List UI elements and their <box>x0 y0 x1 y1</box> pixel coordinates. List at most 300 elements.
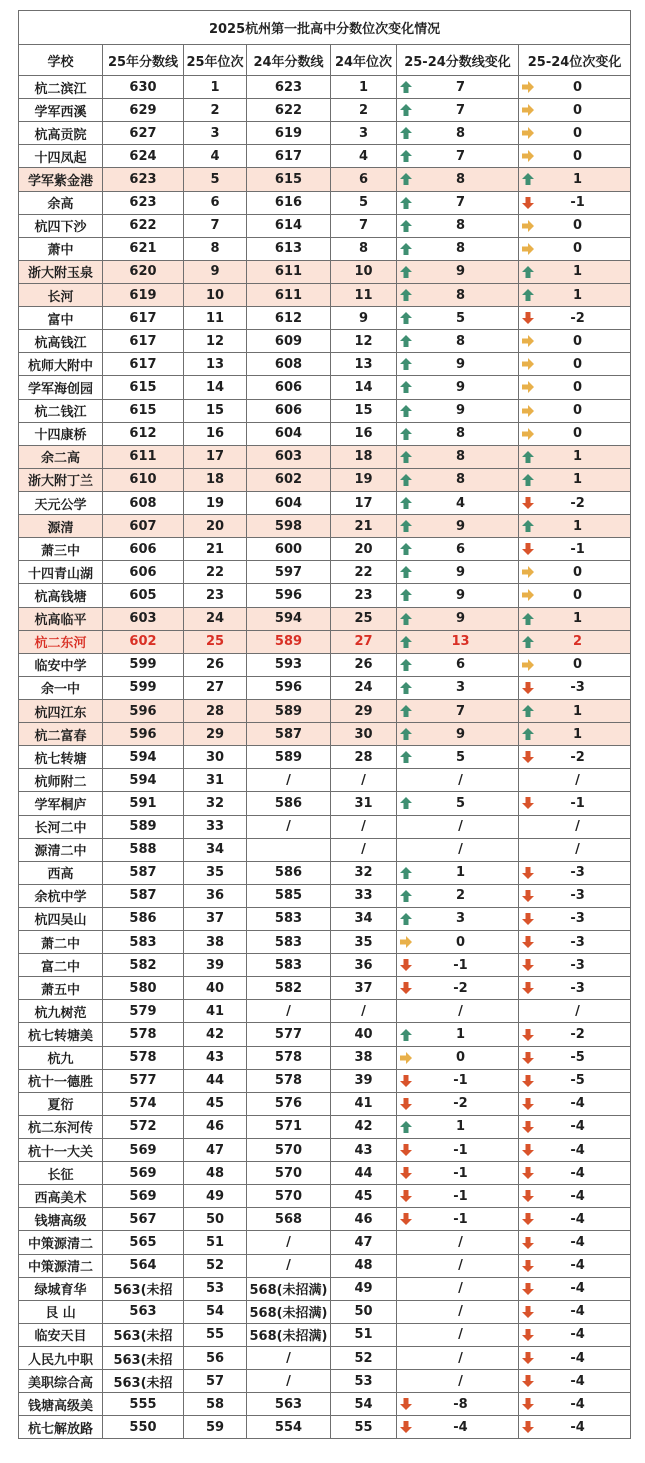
cell-rank-change <box>519 653 631 676</box>
table-row <box>19 1139 631 1162</box>
cell-rank-change-value: 0 <box>573 403 583 419</box>
cell-score-change-value: -1 <box>453 1188 468 1204</box>
up-arrow-icon <box>521 727 535 741</box>
cell-school: 杭七转塘美 <box>19 1023 103 1046</box>
table-row <box>19 491 631 514</box>
table-row <box>19 630 631 653</box>
cell-score-change <box>397 76 519 99</box>
cell-rank-change <box>519 283 631 306</box>
cell-score-change-value: 9 <box>455 379 466 395</box>
cell-rank-25: 22 <box>184 561 247 584</box>
up-arrow-icon <box>521 473 535 487</box>
cell-rank-change-value: 0 <box>573 356 583 372</box>
cell-score-25: 623 <box>103 191 184 214</box>
cell-rank-24: 15 <box>331 399 397 422</box>
right-arrow-icon <box>521 219 535 233</box>
cell-score-change-value: 5 <box>455 749 466 765</box>
cell-score-24: / <box>247 1254 331 1277</box>
cell-score-25: 589 <box>103 815 184 838</box>
cell-rank-change-value: -3 <box>570 980 585 996</box>
up-arrow-icon <box>521 265 535 279</box>
cell-score-change <box>397 515 519 538</box>
up-arrow-icon <box>521 704 535 718</box>
cell-rank-24: 41 <box>331 1092 397 1115</box>
right-arrow-icon <box>521 588 535 602</box>
cell-rank-25: 42 <box>184 1023 247 1046</box>
cell-rank-25: 34 <box>184 838 247 861</box>
cell-rank-25: 36 <box>184 884 247 907</box>
table-row <box>19 723 631 746</box>
up-arrow-icon <box>399 450 413 464</box>
cell-rank-24: 54 <box>331 1393 397 1416</box>
header-score-25: 25年分数线 <box>103 45 184 76</box>
table-row <box>19 1046 631 1069</box>
table-row <box>19 561 631 584</box>
down-arrow-icon <box>521 912 535 926</box>
cell-rank-25: 29 <box>184 723 247 746</box>
table-row <box>19 699 631 722</box>
up-arrow-icon <box>399 126 413 140</box>
cell-score-change <box>397 1254 519 1277</box>
cell-score-change <box>397 607 519 630</box>
cell-school: 萧五中 <box>19 977 103 1000</box>
cell-rank-change <box>519 515 631 538</box>
cell-score-change <box>397 861 519 884</box>
cell-school: 余杭中学 <box>19 884 103 907</box>
cell-school: 人民九中职 <box>19 1347 103 1370</box>
cell-score-change <box>397 1300 519 1323</box>
cell-rank-25: 6 <box>184 191 247 214</box>
cell-school: 杭四吴山 <box>19 907 103 930</box>
cell-score-change-value: -1 <box>453 1211 468 1227</box>
cell-rank-change-value: 0 <box>573 657 583 673</box>
down-arrow-icon <box>521 1189 535 1203</box>
table-row <box>19 76 631 99</box>
cell-score-change-value: 7 <box>455 102 466 118</box>
header-rank-change: 25-24位次变化 <box>519 45 631 76</box>
table-row <box>19 1254 631 1277</box>
cell-school: 学军海创园 <box>19 376 103 399</box>
down-arrow-icon <box>521 1236 535 1250</box>
table-row <box>19 1162 631 1185</box>
cell-score-change <box>397 931 519 954</box>
cell-rank-change-value: -3 <box>570 957 585 973</box>
cell-school: 杭七解放路 <box>19 1416 103 1439</box>
cell-school: 源清二中 <box>19 838 103 861</box>
cell-rank-change-value: -4 <box>570 1142 585 1158</box>
cell-score-25: 617 <box>103 330 184 353</box>
cell-rank-25: 4 <box>184 145 247 168</box>
cell-score-change-value: 5 <box>455 310 466 326</box>
cell-rank-change <box>519 122 631 145</box>
cell-score-change <box>397 237 519 260</box>
cell-school: 杭九 <box>19 1046 103 1069</box>
table-row <box>19 376 631 399</box>
cell-score-24: 604 <box>247 422 331 445</box>
up-arrow-icon <box>399 542 413 556</box>
cell-rank-change <box>519 1162 631 1185</box>
table-row <box>19 838 631 861</box>
cell-rank-24: 10 <box>331 260 397 283</box>
cell-school: 美职综合高 <box>19 1370 103 1393</box>
cell-rank-change <box>519 99 631 122</box>
cell-score-change-value: 3 <box>455 911 466 927</box>
cell-rank-25: 12 <box>184 330 247 353</box>
down-arrow-icon <box>521 1074 535 1088</box>
cell-rank-change <box>519 1208 631 1231</box>
cell-school: 学军紫金港 <box>19 168 103 191</box>
cell-rank-change-value: -1 <box>570 195 585 211</box>
cell-rank-change <box>519 237 631 260</box>
cell-score-25: 563(未招 <box>103 1277 184 1300</box>
cell-score-change <box>397 653 519 676</box>
cell-rank-change <box>519 538 631 561</box>
cell-score-change <box>397 630 519 653</box>
cell-school: 杭二富春 <box>19 723 103 746</box>
up-arrow-icon <box>399 496 413 510</box>
cell-score-change <box>397 1393 519 1416</box>
up-arrow-icon <box>521 172 535 186</box>
cell-rank-25: 14 <box>184 376 247 399</box>
cell-school: 杭二钱江 <box>19 399 103 422</box>
cell-score-change <box>397 815 519 838</box>
cell-score-change <box>397 1115 519 1138</box>
right-arrow-icon <box>399 935 413 949</box>
cell-score-change-value: -4 <box>453 1419 468 1435</box>
up-arrow-icon <box>399 404 413 418</box>
table-row <box>19 1092 631 1115</box>
cell-rank-25: 30 <box>184 746 247 769</box>
cell-score-24: 608 <box>247 353 331 376</box>
cell-score-24: 589 <box>247 699 331 722</box>
table-row <box>19 1069 631 1092</box>
up-arrow-icon <box>399 681 413 695</box>
cell-rank-change-value: -2 <box>570 495 585 511</box>
cell-rank-change-value: 0 <box>573 379 583 395</box>
cell-score-change-value: 8 <box>455 171 466 187</box>
cell-score-24: 578 <box>247 1069 331 1092</box>
cell-rank-25: 38 <box>184 931 247 954</box>
cell-rank-25: 57 <box>184 1370 247 1393</box>
cell-rank-change-value: -3 <box>570 680 585 696</box>
cell-school: 杭高贡院 <box>19 122 103 145</box>
cell-rank-24: 36 <box>331 954 397 977</box>
right-arrow-icon <box>521 658 535 672</box>
down-arrow-icon <box>521 958 535 972</box>
cell-score-25: 563(未招 <box>103 1347 184 1370</box>
cell-score-change <box>397 1023 519 1046</box>
cell-score-change <box>397 977 519 1000</box>
cell-rank-change <box>519 1069 631 1092</box>
cell-rank-change <box>519 769 631 792</box>
cell-rank-change-value: / <box>575 842 580 858</box>
cell-rank-change-value: -5 <box>570 1073 585 1089</box>
table-row <box>19 676 631 699</box>
cell-score-25: 596 <box>103 723 184 746</box>
cell-score-25: 617 <box>103 307 184 330</box>
down-arrow-icon <box>521 1120 535 1134</box>
cell-score-25: 591 <box>103 792 184 815</box>
cell-score-24: 604 <box>247 491 331 514</box>
cell-score-change <box>397 746 519 769</box>
cell-score-change <box>397 168 519 191</box>
table-row <box>19 145 631 168</box>
cell-rank-change-value: 1 <box>573 287 583 303</box>
cell-score-24: 587 <box>247 723 331 746</box>
cell-score-change <box>397 399 519 422</box>
cell-rank-change <box>519 191 631 214</box>
cell-score-change-value: -2 <box>453 1096 468 1112</box>
cell-score-24: 611 <box>247 260 331 283</box>
cell-score-24: 613 <box>247 237 331 260</box>
table-row <box>19 861 631 884</box>
cell-rank-change <box>519 260 631 283</box>
cell-rank-24: / <box>331 815 397 838</box>
up-arrow-icon <box>399 219 413 233</box>
cell-rank-24: 13 <box>331 353 397 376</box>
cell-school: 长征 <box>19 1162 103 1185</box>
cell-rank-change-value: -2 <box>570 310 585 326</box>
cell-score-change <box>397 422 519 445</box>
cell-rank-change <box>519 815 631 838</box>
cell-score-change <box>397 99 519 122</box>
cell-rank-25: 25 <box>184 630 247 653</box>
cell-rank-25: 35 <box>184 861 247 884</box>
cell-score-24 <box>247 838 331 861</box>
cell-rank-25: 44 <box>184 1069 247 1092</box>
cell-score-24: 596 <box>247 676 331 699</box>
cell-rank-change-value: 0 <box>573 102 583 118</box>
cell-score-24: 583 <box>247 931 331 954</box>
cell-score-25: 620 <box>103 260 184 283</box>
cell-rank-change <box>519 1393 631 1416</box>
cell-rank-24: 32 <box>331 861 397 884</box>
table-row <box>19 815 631 838</box>
down-arrow-icon <box>399 1074 413 1088</box>
cell-score-change <box>397 676 519 699</box>
cell-score-change <box>397 330 519 353</box>
cell-score-change-value: -1 <box>453 957 468 973</box>
cell-score-change-value: / <box>458 1235 463 1251</box>
cell-rank-change-value: 1 <box>573 518 583 534</box>
down-arrow-icon <box>399 1420 413 1434</box>
cell-score-25: 574 <box>103 1092 184 1115</box>
cell-rank-change <box>519 792 631 815</box>
cell-score-24: 619 <box>247 122 331 145</box>
cell-rank-25: 15 <box>184 399 247 422</box>
cell-rank-change-value: 2 <box>573 634 583 650</box>
cell-score-change-value: 9 <box>455 587 466 603</box>
cell-score-change <box>397 260 519 283</box>
cell-rank-change-value: 0 <box>573 218 583 234</box>
score-rank-table <box>18 10 631 1439</box>
cell-rank-24: / <box>331 1000 397 1023</box>
cell-rank-change-value: -4 <box>570 1119 585 1135</box>
table-row <box>19 907 631 930</box>
cell-score-24: / <box>247 1000 331 1023</box>
cell-rank-25: 51 <box>184 1231 247 1254</box>
cell-rank-change <box>519 607 631 630</box>
up-arrow-icon <box>399 196 413 210</box>
cell-score-change <box>397 792 519 815</box>
cell-score-25: 606 <box>103 561 184 584</box>
cell-rank-25: 39 <box>184 954 247 977</box>
cell-score-change <box>397 699 519 722</box>
table-row <box>19 260 631 283</box>
cell-score-change <box>397 884 519 907</box>
cell-rank-change <box>519 1300 631 1323</box>
cell-score-24: / <box>247 769 331 792</box>
cell-rank-25: 17 <box>184 445 247 468</box>
cell-score-24: 568(未招满) <box>247 1300 331 1323</box>
up-arrow-icon <box>399 242 413 256</box>
cell-rank-change-value: -4 <box>570 1373 585 1389</box>
up-arrow-icon <box>399 565 413 579</box>
down-arrow-icon <box>521 496 535 510</box>
down-arrow-icon <box>521 1028 535 1042</box>
up-arrow-icon <box>399 912 413 926</box>
cell-school: 艮 山 <box>19 1300 103 1323</box>
up-arrow-icon <box>399 80 413 94</box>
cell-school: 杭二东河传 <box>19 1115 103 1138</box>
cell-school: 杭高钱江 <box>19 330 103 353</box>
cell-score-change-value: 8 <box>455 241 466 257</box>
up-arrow-icon <box>399 1120 413 1134</box>
cell-rank-change <box>519 1416 631 1439</box>
table-row <box>19 1023 631 1046</box>
cell-score-change <box>397 1370 519 1393</box>
cell-score-24: 597 <box>247 561 331 584</box>
cell-school: 临安中学 <box>19 653 103 676</box>
right-arrow-icon <box>521 427 535 441</box>
cell-score-change <box>397 838 519 861</box>
down-arrow-icon <box>521 1351 535 1365</box>
cell-score-change <box>397 1347 519 1370</box>
cell-score-24: 570 <box>247 1162 331 1185</box>
cell-score-25: 579 <box>103 1000 184 1023</box>
cell-rank-24: 37 <box>331 977 397 1000</box>
cell-rank-change <box>519 468 631 491</box>
cell-rank-change-value: -1 <box>570 795 585 811</box>
cell-rank-change <box>519 630 631 653</box>
header-score-change: 25-24分数线变化 <box>397 45 519 76</box>
cell-score-change-value: / <box>458 772 463 788</box>
header-score-24: 24年分数线 <box>247 45 331 76</box>
down-arrow-icon <box>399 1189 413 1203</box>
cell-rank-25: 54 <box>184 1300 247 1323</box>
down-arrow-icon <box>521 1374 535 1388</box>
cell-rank-24: 47 <box>331 1231 397 1254</box>
cell-rank-change <box>519 376 631 399</box>
cell-score-24: / <box>247 1347 331 1370</box>
down-arrow-icon <box>521 542 535 556</box>
cell-score-25: 602 <box>103 630 184 653</box>
cell-score-24: 582 <box>247 977 331 1000</box>
cell-rank-24: 20 <box>331 538 397 561</box>
cell-rank-change-value: 1 <box>573 171 583 187</box>
cell-score-change-value: 9 <box>455 611 466 627</box>
up-arrow-icon <box>399 427 413 441</box>
cell-score-25: 569 <box>103 1139 184 1162</box>
cell-rank-24: 5 <box>331 191 397 214</box>
down-arrow-icon <box>399 1143 413 1157</box>
cell-score-25: 617 <box>103 353 184 376</box>
cell-school: 中策源清二 <box>19 1254 103 1277</box>
table-row <box>19 515 631 538</box>
cell-rank-change-value: -5 <box>570 1050 585 1066</box>
cell-rank-25: 21 <box>184 538 247 561</box>
up-arrow-icon <box>399 612 413 626</box>
cell-score-24: 617 <box>247 145 331 168</box>
right-arrow-icon <box>521 404 535 418</box>
up-arrow-icon <box>399 103 413 117</box>
cell-school: 余一中 <box>19 676 103 699</box>
cell-school: 浙大附丁兰 <box>19 468 103 491</box>
right-arrow-icon <box>521 565 535 579</box>
cell-score-change <box>397 1208 519 1231</box>
cell-score-25: 594 <box>103 769 184 792</box>
cell-score-25: 610 <box>103 468 184 491</box>
cell-school: 绿城育华 <box>19 1277 103 1300</box>
cell-score-24: 609 <box>247 330 331 353</box>
cell-score-change <box>397 907 519 930</box>
table-row <box>19 353 631 376</box>
cell-rank-24: 29 <box>331 699 397 722</box>
cell-school: 杭二滨江 <box>19 76 103 99</box>
table-row <box>19 99 631 122</box>
cell-school: 萧中 <box>19 237 103 260</box>
down-arrow-icon <box>521 1166 535 1180</box>
cell-rank-24: 31 <box>331 792 397 815</box>
cell-rank-25: 18 <box>184 468 247 491</box>
cell-rank-24: 30 <box>331 723 397 746</box>
table-row <box>19 653 631 676</box>
cell-score-24: 593 <box>247 653 331 676</box>
cell-school: 十四康桥 <box>19 422 103 445</box>
cell-score-change-value: 13 <box>451 634 470 650</box>
cell-rank-24: 33 <box>331 884 397 907</box>
cell-rank-change-value: -4 <box>570 1419 585 1435</box>
cell-score-change-value: 1 <box>455 1027 466 1043</box>
cell-school: 中策源清二 <box>19 1231 103 1254</box>
cell-score-24: 606 <box>247 376 331 399</box>
cell-score-24: 600 <box>247 538 331 561</box>
cell-score-25: 622 <box>103 214 184 237</box>
cell-rank-change-value: -3 <box>570 911 585 927</box>
cell-rank-change <box>519 1347 631 1370</box>
table-row <box>19 122 631 145</box>
cell-score-25: 603 <box>103 607 184 630</box>
cell-rank-change <box>519 977 631 1000</box>
right-arrow-icon <box>521 103 535 117</box>
table-row <box>19 1300 631 1323</box>
cell-score-change-value: 7 <box>455 703 466 719</box>
cell-rank-change-value: 0 <box>573 564 583 580</box>
cell-score-25: 624 <box>103 145 184 168</box>
header-rank-25: 25年位次 <box>184 45 247 76</box>
cell-rank-24: 21 <box>331 515 397 538</box>
cell-score-24: 586 <box>247 792 331 815</box>
right-arrow-icon <box>521 242 535 256</box>
cell-school: 源清 <box>19 515 103 538</box>
cell-school: 十四凤起 <box>19 145 103 168</box>
cell-score-25: 563(未招 <box>103 1323 184 1346</box>
cell-rank-change <box>519 76 631 99</box>
cell-rank-24: 55 <box>331 1416 397 1439</box>
cell-school: 富中 <box>19 307 103 330</box>
cell-rank-25: 49 <box>184 1185 247 1208</box>
cell-score-25: 599 <box>103 653 184 676</box>
